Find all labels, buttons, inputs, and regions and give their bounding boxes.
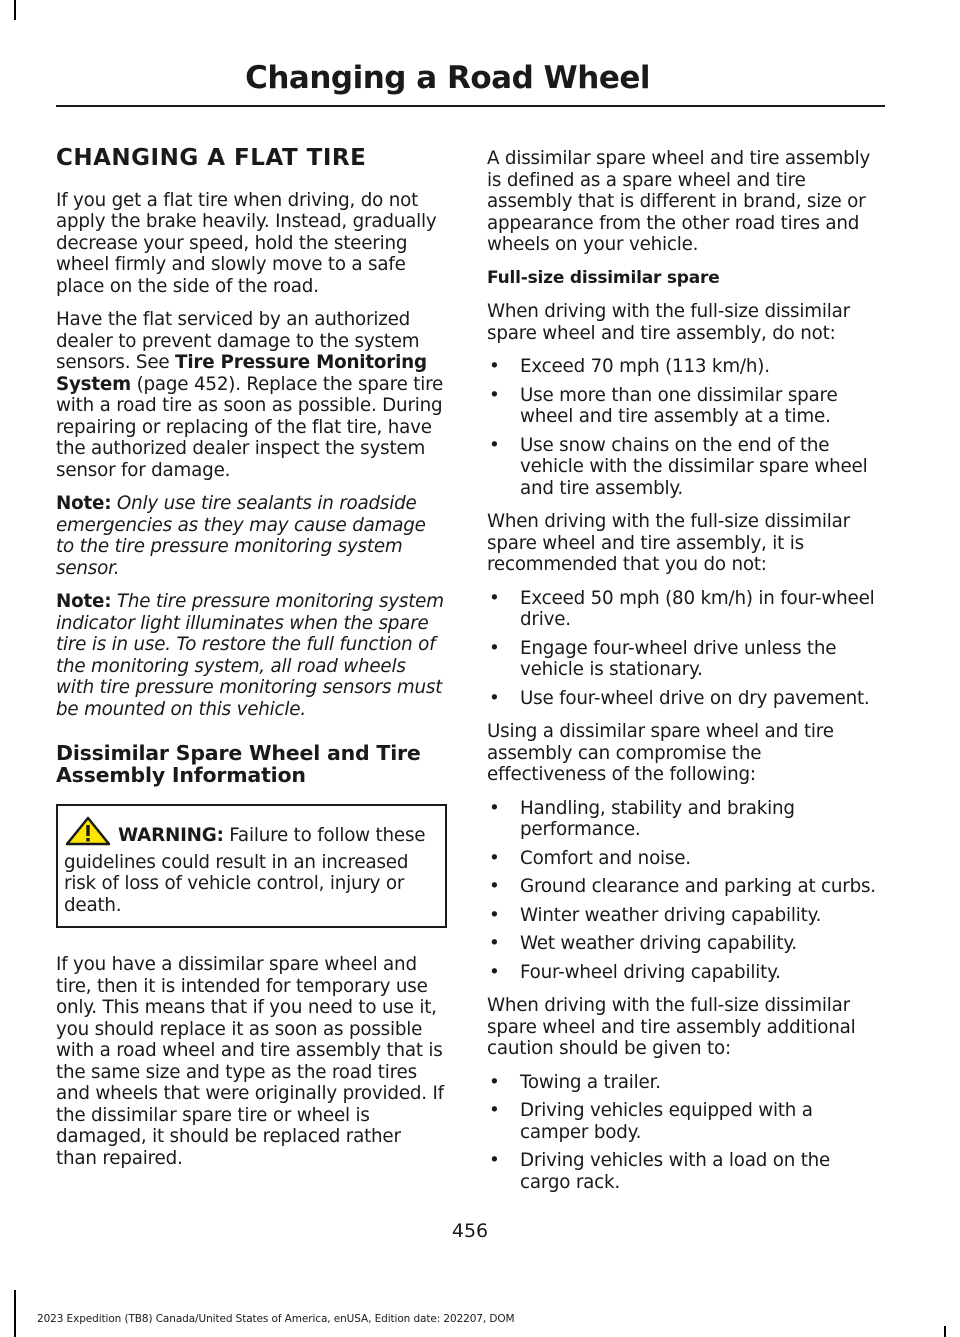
paragraph: When driving with the full-size dissimilar spare wheel and tire assembly additional caution should be given to: bbox=[487, 995, 856, 1059]
cross-reference-link[interactable]: Tire Pressure Monitoring System bbox=[56, 352, 427, 395]
note-label: Note: bbox=[56, 591, 112, 612]
warning-text: Failure to follow these guidelines could result in an increased risk of loss of vehicle control, injury or death. bbox=[64, 825, 426, 916]
page-number: 456 bbox=[451, 1220, 489, 1242]
section-title: CHANGING A FLAT TIRE bbox=[56, 145, 367, 171]
note bbox=[56, 591, 447, 720]
note-text: The tire pressure monitoring system indicator light illuminates when the spare tire is in use. To restore the full function of the monitoring system, all road wheels with tire pressure monitoring sensors must be mounted on this vehicle. bbox=[56, 591, 444, 720]
text-run: (page 452). Replace the spare tire with a road tire as soon as possible. During repairing or replacing of the flat tire, have the authorized dealer inspect the system sensor for damage. bbox=[56, 373, 444, 481]
list-item: • Comfort and noise. bbox=[487, 848, 881, 870]
list-item: • Four-wheel driving capability. bbox=[487, 962, 881, 984]
list-item: • Handling, stability and braking performance. bbox=[487, 798, 881, 841]
paragraph: Using a dissimilar spare wheel and tire assembly can compromise the effectiveness of the following: bbox=[487, 721, 834, 785]
page-header-title: Changing a Road Wheel bbox=[245, 60, 650, 96]
list-item: • Use four-wheel drive on dry pavement. bbox=[487, 688, 881, 710]
crop-mark-top-left bbox=[14, 0, 16, 20]
warning-triangle-icon bbox=[64, 816, 112, 852]
crop-mark-bottom-right bbox=[944, 1326, 946, 1337]
right-column bbox=[487, 148, 881, 1205]
list-item: • Exceed 50 mph (80 km/h) in four-wheel drive. bbox=[487, 588, 881, 631]
left-column bbox=[56, 145, 447, 1181]
header-divider bbox=[56, 105, 885, 107]
bullet-list bbox=[487, 588, 881, 710]
list-item: • Exceed 70 mph (113 km/h). bbox=[487, 356, 881, 378]
edition-footer: 2023 Expedition (TB8) Canada/United States of America, enUSA, Edition date: 202207, DOM bbox=[37, 1313, 515, 1325]
text-run: Have the flat serviced by an authorized dealer to prevent damage to the system sensors. See bbox=[56, 309, 420, 373]
list-item: • Driving vehicles with a load on the cargo rack. bbox=[487, 1150, 881, 1193]
paragraph: When driving with the full-size dissimilar spare wheel and tire assembly, it is recommended that you do not: bbox=[487, 511, 850, 575]
list-item: • Wet weather driving capability. bbox=[487, 933, 881, 955]
subsection-heading: Dissimilar Spare Wheel and Tire Assembly Information bbox=[56, 741, 421, 787]
list-item: • Driving vehicles equipped with a camper body. bbox=[487, 1100, 881, 1143]
paragraph: A dissimilar spare wheel and tire assembly is defined as a spare wheel and tire assembly that is different in brand, size or appearance from the other road tires and wheels on your vehicle. bbox=[487, 148, 871, 255]
list-item: • Use more than one dissimilar spare wheel and tire assembly at a time. bbox=[487, 385, 881, 428]
paragraph: If you get a flat tire when driving, do not apply the brake heavily. Instead, gradually decrease your speed, hold the steering wheel firmly and slowly move to a safe place on the side of the road. bbox=[56, 189, 437, 297]
minor-heading: Full-size dissimilar spare bbox=[487, 267, 720, 288]
warning-label: WARNING: bbox=[118, 825, 224, 846]
list-item: • Use snow chains on the end of the vehicle with the dissimilar spare wheel and tire assembly. bbox=[487, 435, 881, 500]
note bbox=[56, 493, 447, 579]
bullet-list bbox=[487, 1072, 881, 1194]
list-item: • Winter weather driving capability. bbox=[487, 905, 881, 927]
bullet-list bbox=[487, 356, 881, 499]
note-text: Only use tire sealants in roadside emergencies as they may cause damage to the tire pressure monitoring system sensor. bbox=[56, 493, 426, 579]
crop-mark-bottom-left bbox=[14, 1290, 16, 1337]
note-label: Note: bbox=[56, 493, 112, 514]
warning-box bbox=[56, 804, 447, 928]
bullet-list bbox=[487, 798, 881, 984]
list-item: • Engage four-wheel drive unless the vehicle is stationary. bbox=[487, 638, 881, 681]
list-item: • Towing a trailer. bbox=[487, 1072, 881, 1094]
paragraph bbox=[56, 309, 447, 481]
paragraph: If you have a dissimilar spare wheel and tire, then it is intended for temporary use only. This means that if you need to use it, you should replace it as soon as possible with a road wheel and tire assembly that is the same size and type as the road tires and wheels that were originally provided. If the dissimilar spare tire or wheel is damaged, it should be replaced rather than repaired. bbox=[56, 954, 444, 1169]
paragraph: When driving with the full-size dissimilar spare wheel and tire assembly, do not: bbox=[487, 301, 850, 344]
list-item: • Ground clearance and parking at curbs. bbox=[487, 876, 881, 898]
